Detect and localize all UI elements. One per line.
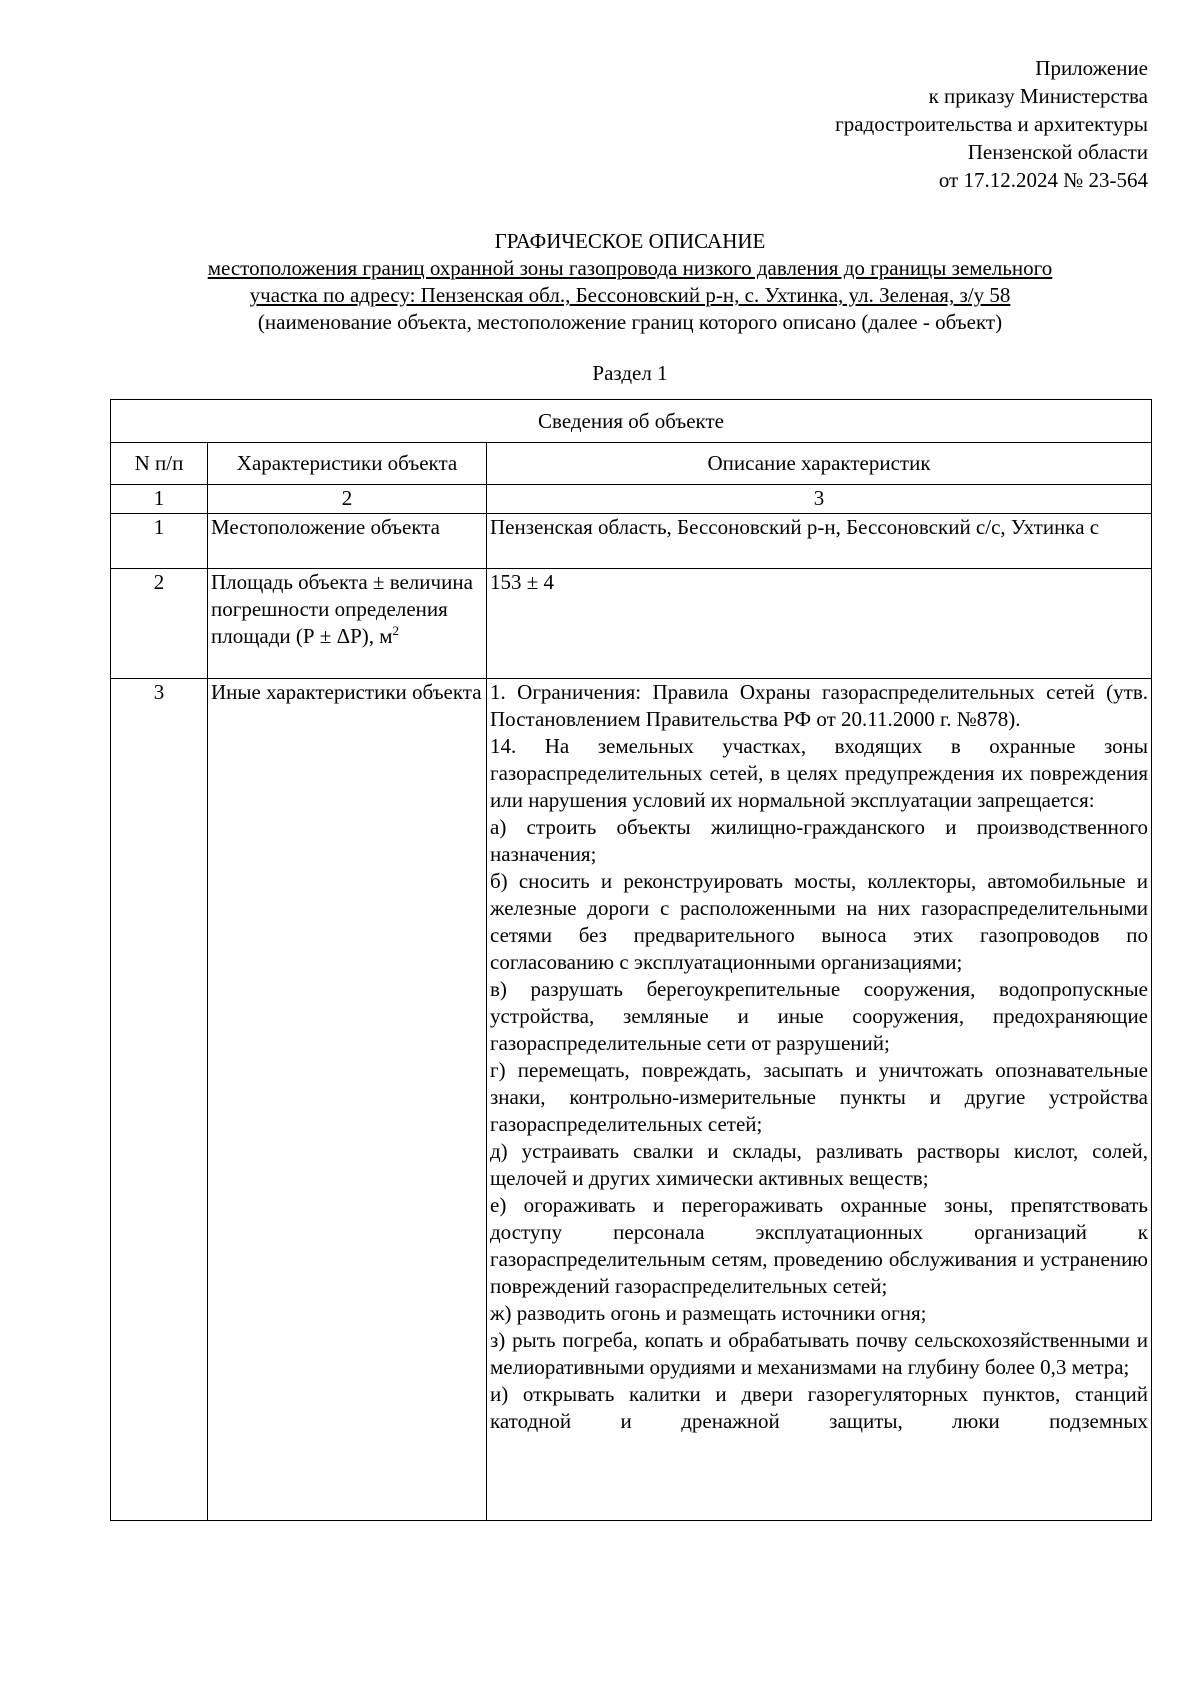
object-name-line: местоположения границ охранной зоны газопровода низкого давления до границы земельного	[207, 256, 1053, 280]
row-number: 2	[111, 569, 208, 679]
characteristic-name-cell	[208, 569, 487, 679]
table-row	[111, 569, 1152, 679]
restriction-paragraph: д) устраивать свалки и склады, разливать растворы кислот, солей, щелочей и других химически активных веществ;	[490, 1139, 1148, 1190]
object-name-caption: (наименование объекта, местоположение границ которого описано (далее - объект)	[257, 310, 1003, 334]
row-number: 1	[111, 514, 208, 569]
restriction-paragraph: и) открывать калитки и двери газорегуляторных пунктов, станций катодной и дренажной защиты, люки подземных	[490, 1382, 1148, 1433]
restriction-paragraph: е) огораживать и перегораживать охранные зоны, препятствовать доступу персонала эксплуатационных организаций к газораспределительным сетям, проведению обслуживания и устранению повреждений газораспределительных сетей;	[490, 1193, 1148, 1298]
table-row	[111, 679, 1152, 1521]
row-number: 3	[111, 679, 208, 1521]
unit-superscript: 2	[392, 623, 400, 638]
table-caption: Сведения об объекте	[111, 400, 1152, 443]
column-number: 2	[208, 485, 487, 514]
document-title: ГРАФИЧЕСКОЕ ОПИСАНИЕ	[494, 229, 766, 253]
restriction-paragraph: з) рыть погреба, копать и обрабатывать почву сельскохозяйственными и мелиоративными орудиями и механизмами на глубину более 0,3 метра;	[490, 1328, 1148, 1379]
characteristic-name: Площадь объекта ± величина погрешности определения площади (Р ± ΔР), м	[211, 570, 473, 648]
characteristic-name: Местоположение объекта	[208, 514, 487, 569]
object-info-table	[110, 399, 1152, 1521]
characteristic-description	[487, 679, 1152, 1521]
characteristic-description: Пензенская область, Бессоновский р-н, Бессоновский с/с, Ухтинка с	[487, 514, 1152, 569]
column-number: 3	[487, 485, 1152, 514]
appendix-line: Пензенской области	[967, 140, 1148, 164]
column-number: 1	[111, 485, 208, 514]
appendix-block	[835, 54, 1148, 194]
column-header: N п/п	[111, 443, 208, 485]
restriction-paragraph: 14. На земельных участках, входящих в охранные зоны газораспределительных сетей, в целях предупреждения их повреждения или нарушения условий их нормальной эксплуатации запрещается:	[490, 734, 1148, 812]
object-name-line: участка по адресу: Пензенская обл., Бессоновский р-н, с. Ухтинка, ул. Зеленая, з/у 58	[249, 283, 1011, 307]
appendix-line: к приказу Министерства	[928, 84, 1148, 108]
column-header: Описание характеристик	[487, 443, 1152, 485]
column-header: Характеристики объекта	[208, 443, 487, 485]
restriction-paragraph: ж) разводить огонь и размещать источники огня;	[490, 1301, 927, 1325]
characteristic-name: Иные характеристики объекта	[208, 679, 487, 1521]
characteristic-description: 153 ± 4	[487, 569, 1152, 679]
document-header	[110, 228, 1150, 336]
appendix-line: градостроительства и архитектуры	[835, 112, 1148, 136]
appendix-line: от 17.12.2024 № 23-564	[938, 168, 1148, 192]
restriction-paragraph: 1. Ограничения: Правила Охраны газораспределительных сетей (утв. Постановлением Правительства РФ от 20.11.2000 г. №878).	[490, 680, 1148, 731]
restriction-paragraph: б) сносить и реконструировать мосты, коллекторы, автомобильные и железные дороги с расположенными на них газораспределительными сетями без предварительного выноса этих газопроводов по согласованию с эксплуатационными организациями;	[490, 869, 1148, 974]
section-title: Раздел 1	[592, 361, 668, 385]
appendix-line: Приложение	[1035, 56, 1148, 80]
table-row	[111, 514, 1152, 569]
restriction-paragraph: а) строить объекты жилищно-гражданского и производственного назначения;	[490, 815, 1148, 866]
restriction-paragraph: в) разрушать берегоукрепительные сооружения, водопропускные устройства, земляные и иные сооружения, предохраняющие газораспределительные сети от разрушений;	[490, 977, 1148, 1055]
restriction-paragraph: г) перемещать, повреждать, засыпать и уничтожать опознавательные знаки, контрольно-измерительные пункты и другие устройства газораспределительных сетей;	[490, 1058, 1148, 1136]
